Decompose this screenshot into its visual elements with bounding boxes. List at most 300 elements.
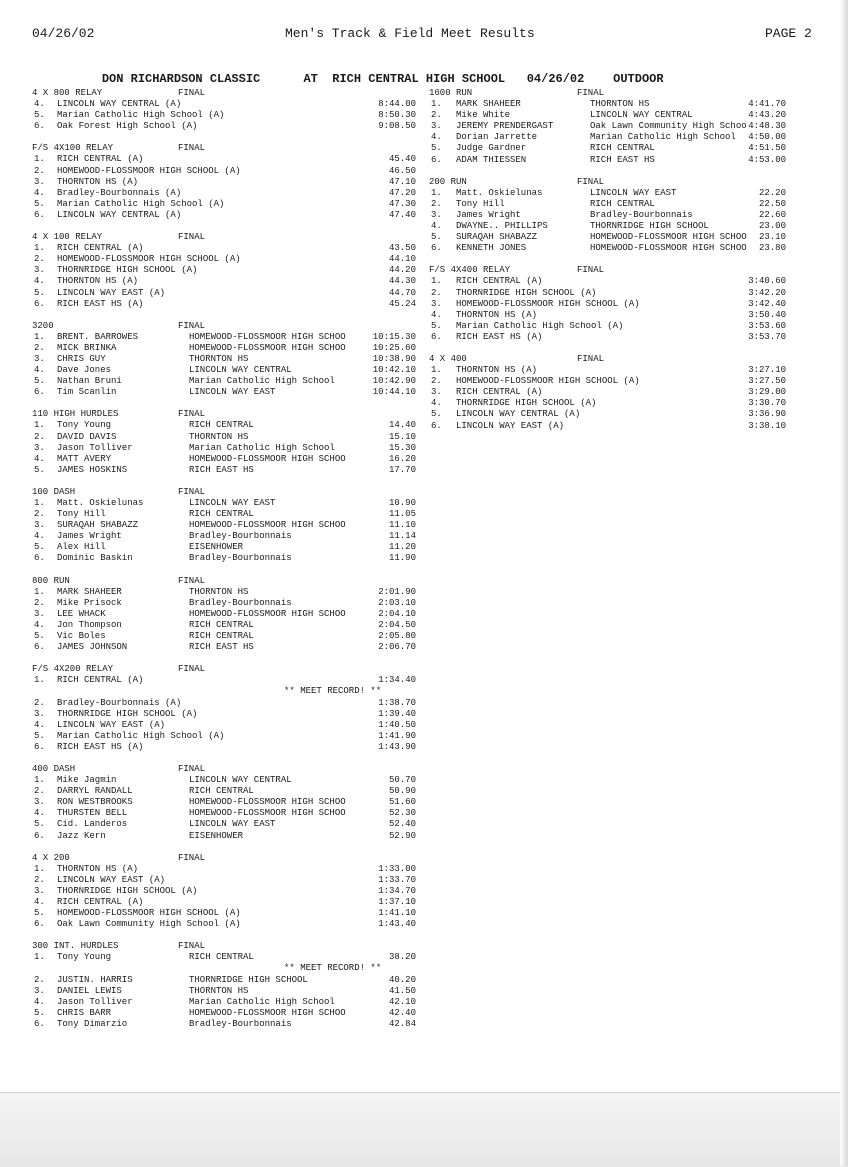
result-row [32,675,417,686]
result-mark: 42.40 [388,1007,416,1018]
result-row [429,221,789,232]
result-place: 2. [34,254,45,265]
result-mark: 4:41.70 [748,99,786,110]
school-name: Marian Catholic High School [189,442,335,453]
result-mark: 1:34.40 [378,675,416,686]
athlete-name: JUSTIN. HARRIS [57,974,133,985]
result-place: 4. [34,365,45,376]
scan-right-edge [840,0,848,1166]
result-place: 1. [34,775,45,786]
event-status: FINAL [178,320,206,331]
result-mark: 47.20 [388,187,416,198]
result-mark: 2:05.80 [378,631,416,642]
result-row [32,199,417,210]
result-mark: 47.10 [388,176,416,187]
event-block [32,232,417,310]
result-place: 6. [34,741,45,752]
result-row [32,720,417,731]
event-header [429,354,789,365]
result-row [32,897,417,908]
right-results-column [429,88,789,443]
meet-record-text: ** MEET RECORD! ** [284,686,382,697]
event-header [32,664,417,675]
school-name: RICH EAST HS [189,464,254,475]
result-row [32,188,417,199]
result-row [429,232,789,243]
event-status: FINAL [178,941,206,952]
result-place: 5. [431,409,442,420]
athlete-name: THORNTON HS (A) [57,863,139,874]
athlete-name: Marian Catholic High School (A) [456,320,624,331]
school-name: RICH CENTRAL [590,143,655,154]
result-row [32,376,417,387]
athlete-name: THORNTON HS (A) [57,276,139,287]
event-name: F/S 4X400 RELAY [429,265,511,276]
result-mark: 42.10 [388,996,416,1007]
school-name: THORNTON HS [590,99,650,110]
result-row [32,886,417,897]
meet-location: RICH CENTRAL HIGH SCHOOL [332,72,506,86]
result-place: 5. [431,320,442,331]
result-row [32,420,417,431]
result-place: 5. [34,198,45,209]
athlete-name: Mike White [456,110,511,121]
meet-record-note [32,686,417,697]
result-place: 2. [34,342,45,353]
result-place: 2. [431,198,442,209]
event-name: 4 X 800 RELAY [32,88,103,98]
result-row [429,387,789,398]
result-row [429,409,789,420]
result-place: 4. [431,221,442,232]
result-row [32,254,417,265]
result-place: 3. [34,885,45,896]
result-place: 3. [34,442,45,453]
result-row [32,443,417,454]
result-mark: 4:50.00 [748,132,786,143]
result-row [32,709,417,720]
result-mark: 4:43.20 [748,110,786,121]
event-status: FINAL [577,353,605,364]
result-mark: 3:38.10 [748,420,786,431]
school-name: Bradley-Bourbonnais [189,1018,292,1029]
school-name: EISENHOWER [189,542,244,553]
result-row [429,110,789,121]
school-name: HOMEWOOD-FLOSSMOOR HIGH SCHOO [590,232,747,243]
result-place: 6. [34,919,45,930]
event-name: 400 DASH [32,763,76,774]
result-mark: 2:04.50 [378,619,416,630]
result-place: 4. [34,996,45,1007]
event-status: FINAL [577,88,605,98]
result-place: 5. [34,287,45,298]
result-place: 2. [431,110,442,121]
athlete-name: Jazz Kern [57,830,106,841]
result-place: 2. [34,597,45,608]
result-row [32,620,417,631]
athlete-name: MATT AVERY [57,453,112,464]
school-name: LINCOLN WAY CENTRAL [590,110,693,121]
school-name: EISENHOWER [189,830,244,841]
result-row [32,598,417,609]
result-place: 5. [431,143,442,154]
event-block [32,487,417,565]
school-name: HOMEWOOD-FLOSSMOOR HIGH SCHOO [189,342,346,353]
result-place: 3. [34,353,45,364]
event-name: 800 RUN [32,575,70,586]
athlete-name: Bradley-Bourbonnais (A) [57,187,182,198]
result-row [429,421,789,432]
athlete-name: Dorian Jarrette [456,132,538,143]
school-name: LINCOLN WAY CENTRAL [189,775,292,786]
school-name: LINCOLN WAY EAST [590,187,677,198]
school-name: Bradley-Bourbonnais [189,553,292,564]
result-place: 2. [34,165,45,176]
event-status: FINAL [178,88,206,98]
result-mark: 1:34.70 [378,885,416,896]
result-place: 5. [34,464,45,475]
athlete-name: HOMEWOOD-FLOSSMOOR HIGH SCHOOL (A) [456,376,640,387]
school-name: Bradley-Bourbonnais [189,597,292,608]
result-row [32,975,417,986]
result-mark: 3:50.40 [748,309,786,320]
school-name: RICH CENTRAL [189,619,254,630]
result-place: 1. [431,187,442,198]
athlete-name: Tim Scanlin [57,387,117,398]
result-place: 5. [431,232,442,243]
athlete-name: THORNRIDGE HIGH SCHOOL (A) [57,885,198,896]
school-name: THORNTON HS [189,586,249,597]
meet-record-text: ** MEET RECORD! ** [284,963,382,974]
athlete-name: HOMEWOOD-FLOSSMOOR HIGH SCHOOL (A) [57,165,241,176]
result-mark: 2:03.10 [378,597,416,608]
result-mark: 11.20 [388,542,416,553]
athlete-name: KENNETH JONES [456,243,527,254]
event-status: FINAL [178,763,206,774]
result-mark: 23.00 [758,221,786,232]
school-name: LINCOLN WAY CENTRAL [189,365,292,376]
result-mark: 44.20 [388,265,416,276]
result-place: 2. [34,786,45,797]
event-header [32,409,417,420]
event-block [32,88,417,132]
athlete-name: Judge Gardner [456,143,527,154]
result-row [32,210,417,221]
event-block [32,941,417,1030]
school-name: Bradley-Bourbonnais [590,209,693,220]
result-mark: 15.10 [388,431,416,442]
result-place: 6. [34,553,45,564]
athlete-name: LINCOLN WAY CENTRAL (A) [57,209,182,220]
athlete-name: RICH CENTRAL (A) [456,387,543,398]
result-place: 5. [34,730,45,741]
result-place: 6. [431,331,442,342]
result-mark: 2:06.70 [378,642,416,653]
event-block [429,88,789,166]
event-name: 100 DASH [32,486,76,497]
result-place: 6. [431,154,442,165]
result-row [429,132,789,143]
athlete-name: THORNRIDGE HIGH SCHOOL (A) [456,398,597,409]
athlete-name: THORNTON HS (A) [456,309,538,320]
result-place: 6. [34,298,45,309]
result-row [32,354,417,365]
result-row [32,731,417,742]
event-header [429,265,789,276]
athlete-name: LINCOLN WAY EAST (A) [456,420,565,431]
result-row [32,531,417,542]
result-mark: 16.20 [388,453,416,464]
athlete-name: RICH EAST HS (A) [57,741,144,752]
result-mark: 10:44.10 [372,387,416,398]
athlete-name: RICH CENTRAL (A) [57,154,144,165]
result-row [32,465,417,476]
event-header [32,143,417,154]
event-header [32,576,417,587]
school-name: HOMEWOOD-FLOSSMOOR HIGH SCHOO [189,331,346,342]
result-place: 4. [431,309,442,320]
result-row [32,587,417,598]
result-row [32,609,417,620]
result-place: 4. [34,619,45,630]
meet-at: AT [303,72,318,86]
result-mark: 1:41.10 [378,908,416,919]
event-block [32,664,417,753]
result-row [429,376,789,387]
result-place: 4. [34,897,45,907]
event-name: 4 X 100 RELAY [32,232,103,243]
result-place: 6. [34,642,45,653]
result-row [429,299,789,310]
athlete-name: THURSTEN BELL [57,808,128,819]
result-row [429,143,789,154]
school-name: THORNRIDGE HIGH SCHOOL [189,974,308,985]
result-place: 6. [34,830,45,841]
athlete-name: Bradley-Bourbonnais (A) [57,697,182,708]
athlete-name: Nathan Bruni [57,376,122,387]
result-row [429,310,789,321]
result-place: 2. [34,697,45,708]
athlete-name: Cid. Landeros [57,819,128,830]
athlete-name: LINCOLN WAY CENTRAL (A) [57,99,182,110]
result-place: 5. [34,1007,45,1018]
event-block [32,321,417,399]
school-name: RICH CENTRAL [590,198,655,209]
result-mark: 11.10 [388,520,416,531]
athlete-name: Tony Dimarzio [57,1018,128,1029]
event-block [429,177,789,255]
header-date: 04/26/02 [32,26,95,41]
athlete-name: THORNRIDGE HIGH SCHOOL (A) [57,708,198,719]
result-mark: 40.20 [388,974,416,985]
result-place: 6. [34,1018,45,1029]
school-name: RICH EAST HS [590,154,655,165]
result-mark: 41.50 [388,985,416,996]
athlete-name: Tony Young [57,420,112,431]
result-mark: 52.40 [388,819,416,830]
school-name: HOMEWOOD-FLOSSMOOR HIGH SCHOO [189,520,346,531]
result-place: 3. [34,708,45,719]
header-page-number: PAGE 2 [765,26,812,41]
result-row [32,542,417,553]
result-row [32,454,417,465]
result-place: 3. [431,387,442,398]
result-mark: 3:27.50 [748,376,786,387]
athlete-name: Vic Boles [57,631,106,642]
athlete-name: Alex Hill [57,542,106,553]
athlete-name: James Wright [57,531,122,542]
athlete-name: CHRIS GUY [57,353,106,364]
result-row [32,265,417,276]
athlete-name: Matt. Oskielunas [456,187,543,198]
athlete-name: RICH EAST HS (A) [456,331,543,342]
school-name: THORNTON HS [189,431,249,442]
event-block [32,409,417,476]
result-mark: 43.50 [388,243,416,254]
school-name: RICH CENTRAL [189,786,254,797]
result-place: 4. [431,132,442,143]
result-row [429,155,789,166]
result-row [429,332,789,343]
result-row [32,432,417,443]
athlete-name: Dave Jones [57,365,112,376]
result-place: 2. [34,874,45,885]
school-name: Marian Catholic High School [189,996,335,1007]
result-row [429,210,789,221]
result-mark: 14.40 [388,420,416,431]
result-row [32,177,417,188]
result-place: 1. [431,276,442,287]
athlete-name: MICK BRINKA [57,342,117,353]
event-block [32,764,417,842]
result-mark: 52.90 [388,830,416,841]
result-place: 5. [34,376,45,387]
result-place: 1. [34,675,45,686]
school-name: THORNRIDGE HIGH SCHOOL [590,221,709,232]
result-row [32,997,417,1008]
meet-date: 04/26/02 [526,72,585,86]
athlete-name: MARK SHAHEER [57,586,122,597]
meet-name: DON RICHARDSON CLASSIC [101,72,261,86]
athlete-name: THORNTON HS (A) [456,365,538,376]
event-block [32,143,417,221]
athlete-name: RON WESTBROOKS [57,797,133,808]
athlete-name: Tony Young [57,952,112,963]
result-mark: 4:48.30 [748,121,786,132]
result-place: 4. [34,808,45,819]
result-place: 4. [34,276,45,287]
event-header [32,232,417,243]
result-place: 1. [34,952,45,963]
event-status: FINAL [577,265,605,276]
result-mark: 9:08.50 [378,121,416,132]
athlete-name: RICH CENTRAL (A) [456,276,543,287]
athlete-name: RICH EAST HS (A) [57,298,144,309]
result-mark: 2:04.10 [378,608,416,619]
school-name: Oak Lawn Community High Schoo [590,121,747,132]
result-place: 6. [431,243,442,254]
event-name: 200 RUN [429,176,467,187]
result-row [32,786,417,797]
result-row [32,1008,417,1019]
result-mark: 3:53.70 [748,331,786,342]
school-name: Bradley-Bourbonnais [189,531,292,542]
result-place: 5. [34,631,45,642]
athlete-name: Jason Tolliver [57,442,133,453]
result-row [32,986,417,997]
result-mark: 1:33.70 [378,874,416,885]
result-mark: 3:29.00 [748,387,786,398]
result-mark: 22.20 [758,187,786,198]
result-mark: 10:25.60 [372,342,416,353]
event-name: 3200 [32,320,54,331]
result-mark: 1:37.10 [378,897,416,907]
result-place: 4. [34,187,45,198]
result-mark: 1:43.90 [378,741,416,752]
athlete-name: SURAQAH SHABAZZ [57,520,139,531]
result-mark: 22.50 [758,198,786,209]
result-place: 4. [34,453,45,464]
result-place: 1. [34,863,45,874]
athlete-name: Marian Catholic High School (A) [57,730,225,741]
school-name: Marian Catholic High School [189,376,335,387]
result-row [429,188,789,199]
school-name: RICH CENTRAL [189,420,254,431]
athlete-name: LINCOLN WAY EAST (A) [57,874,166,885]
athlete-name: DANIEL LEWIS [57,985,122,996]
event-status: FINAL [178,575,206,586]
result-mark: 50.90 [388,786,416,797]
event-status: FINAL [178,232,206,243]
result-row [32,243,417,254]
athlete-name: Jon Thompson [57,619,122,630]
event-status: FINAL [178,409,206,420]
result-place: 5. [34,819,45,830]
result-place: 1. [34,586,45,597]
result-row [429,288,789,299]
result-mark: 1:33.00 [378,863,416,874]
athlete-name: LINCOLN WAY EAST (A) [57,719,166,730]
athlete-name: Mike Jagmin [57,775,117,786]
result-row [32,831,417,842]
result-row [32,797,417,808]
result-row [32,509,417,520]
result-mark: 11.14 [388,531,416,542]
school-name: HOMEWOOD-FLOSSMOOR HIGH SCHOO [189,608,346,619]
event-block [32,576,417,654]
school-name: THORNTON HS [189,985,249,996]
school-name: RICH CENTRAL [189,631,254,642]
event-header [32,853,417,864]
result-mark: 15.30 [388,442,416,453]
athlete-name: RICH CENTRAL (A) [57,243,144,254]
result-row [429,199,789,210]
event-block [429,354,789,432]
result-place: 3. [34,176,45,187]
result-mark: 3:42.20 [748,287,786,298]
result-row [32,110,417,121]
result-row [32,952,417,963]
event-name: 4 X 200 [32,852,70,863]
athlete-name: Tony Hill [456,198,505,209]
result-place: 1. [34,420,45,431]
athlete-name: Tony Hill [57,509,106,520]
result-row [32,698,417,709]
event-status: FINAL [178,664,206,675]
athlete-name: HOMEWOOD-FLOSSMOOR HIGH SCHOOL (A) [456,298,640,309]
school-name: RICH CENTRAL [189,509,254,520]
athlete-name: Mike Prisock [57,597,122,608]
